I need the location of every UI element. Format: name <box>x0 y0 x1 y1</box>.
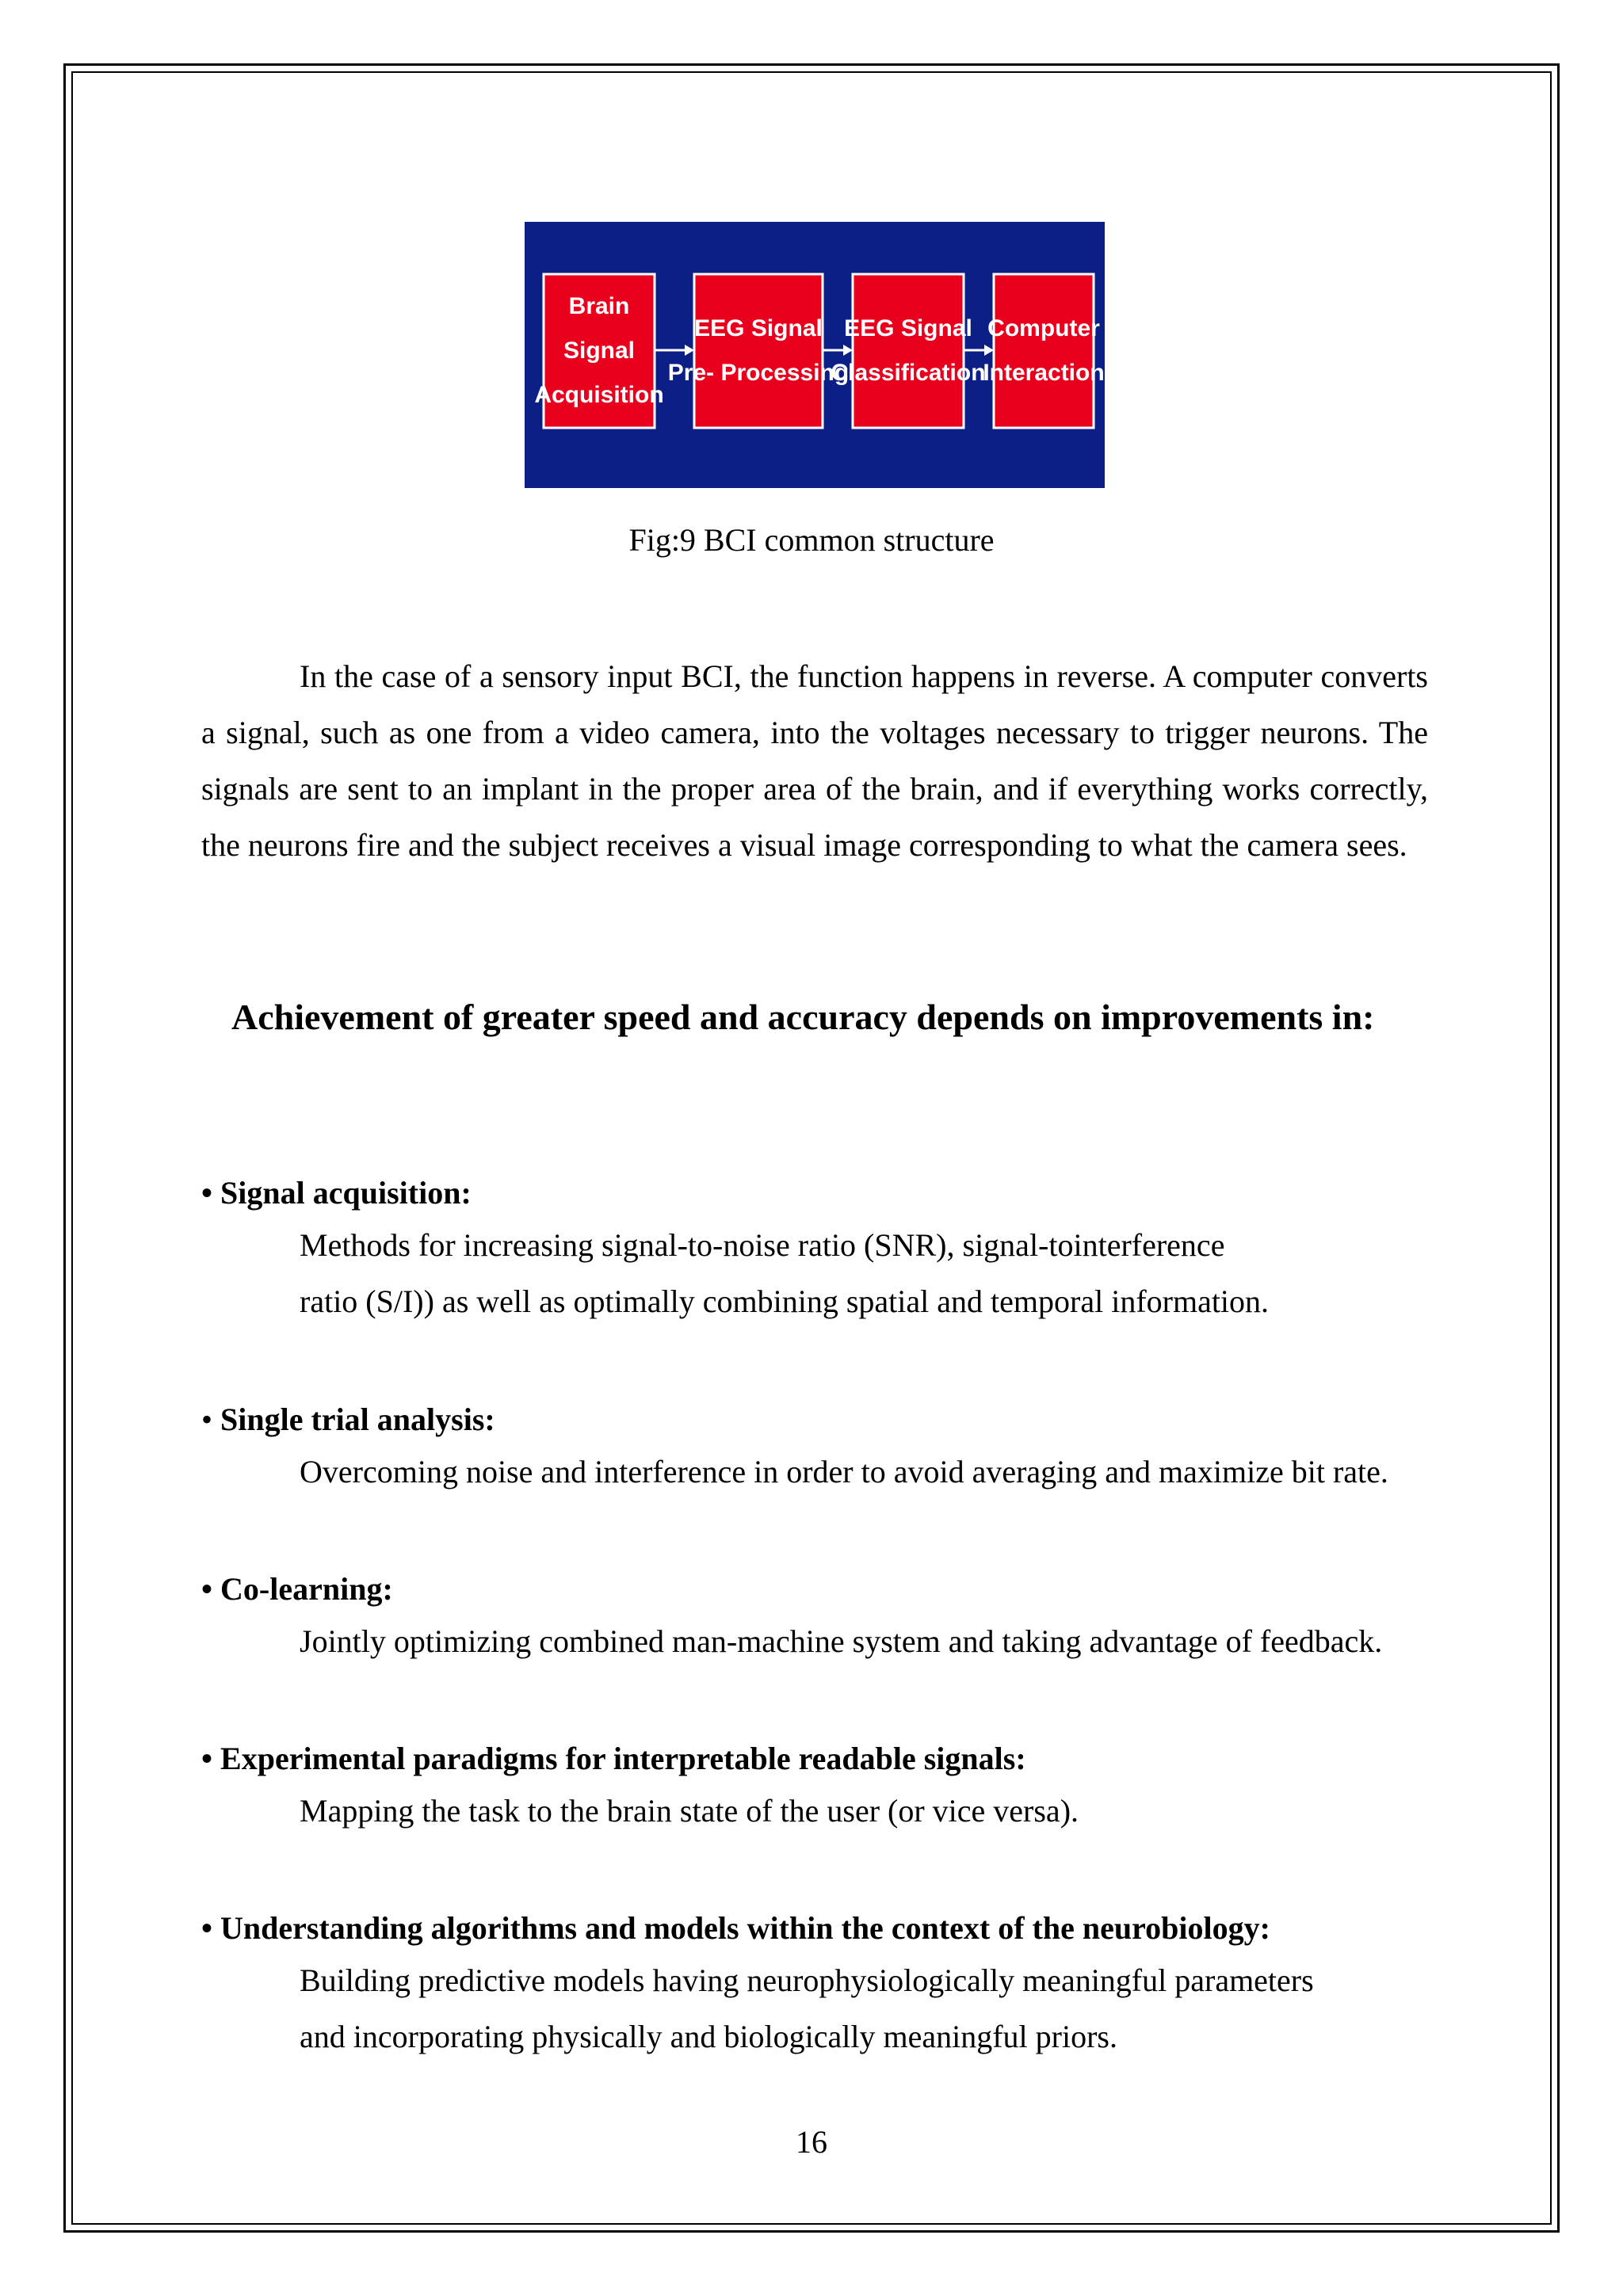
list-item-description <box>300 1783 1433 1839</box>
box-rect <box>694 274 823 428</box>
box-computer-interaction <box>983 274 1104 428</box>
box-label-line: EEG Signal <box>844 315 972 341</box>
arrow-1 <box>655 345 694 356</box>
list-item-description <box>300 1952 1433 2065</box>
bullet: • <box>201 1571 213 1607</box>
arrow-3 <box>964 345 994 356</box>
box-brain-signal-acquisition <box>534 274 663 428</box>
box-eeg-preprocessing <box>668 274 849 428</box>
list-item-title <box>201 1401 495 1438</box>
box-label-line: Brain <box>568 293 630 319</box>
list-item-title-text: Single trial analysis: <box>220 1402 495 1437</box>
box-label-line: Interaction <box>983 360 1105 386</box>
box-rect <box>994 274 1094 428</box>
box-label-line: Signal <box>563 338 636 364</box>
bullet: • <box>201 1175 213 1211</box>
description-line: Methods for increasing signal-to-noise ratio (SNR), signal-tointerference <box>300 1227 1225 1263</box>
list-item-title-text: Co-learning: <box>220 1571 393 1607</box>
list-item-title-text: Understanding algorithms and models within the context of the neurobiology: <box>220 1910 1270 1946</box>
list-item-description <box>300 1613 1433 1669</box>
bullet: • <box>201 1741 213 1776</box>
description-line: and incorporating physically and biologically meaningful priors. <box>300 2019 1117 2054</box>
list-item-description <box>300 1444 1433 1500</box>
bci-structure-diagram <box>525 222 1105 488</box>
section-heading: Achievement of greater speed and accuracy depends on improvements in: <box>231 997 1375 1037</box>
box-rect <box>853 274 964 428</box>
description-line: Jointly optimizing combined man-machine system and taking advantage of feedback. <box>300 1623 1383 1659</box>
box-label-line: Classification <box>831 360 986 386</box>
figure-caption: Fig:9 BCI common structure <box>628 522 995 558</box>
description-line: Building predictive models having neurophysiologically meaningful parameters <box>300 1962 1314 1998</box>
body-paragraph: In the case of a sensory input BCI, the function happens in reverse. A computer converts a signal, such as one from a video camera, into the voltages necessary to trigger neurons. The signals are sent to an implant in the proper area of the brain, and if everything works correctly, the neurons fire and the subject receives a visual image corresponding to what the camera sees. <box>201 658 1428 863</box>
box-label-line: EEG Signal <box>694 315 823 341</box>
description-line: ratio (S/I)) as well as optimally combining spatial and temporal information. <box>300 1283 1270 1319</box>
list-item-title <box>201 1740 1026 1777</box>
box-label-line: Acquisition <box>534 382 664 408</box>
list-item-title <box>201 1174 472 1211</box>
bullet: • <box>201 1910 213 1946</box>
description-line: Mapping the task to the brain state of the user (or vice versa). <box>300 1793 1079 1829</box>
list-item-title <box>201 1909 1270 1947</box>
arrow-2 <box>823 345 853 356</box>
box-label-line: Computer <box>987 315 1100 341</box>
list-item-title-text: Experimental paradigms for interpretable readable signals: <box>220 1741 1026 1776</box>
bullet: • <box>201 1402 213 1437</box>
list-item-title <box>201 1570 393 1608</box>
list-item-description <box>300 1217 1433 1329</box>
list-item-title-text: Signal acquisition: <box>220 1175 472 1211</box>
page-number: 16 <box>796 2124 827 2160</box>
description-line: Overcoming noise and interference in order to avoid averaging and maximize bit rate. <box>300 1454 1388 1489</box>
box-eeg-classification <box>831 274 985 428</box>
box-label-line: Pre- Processing <box>667 360 850 386</box>
